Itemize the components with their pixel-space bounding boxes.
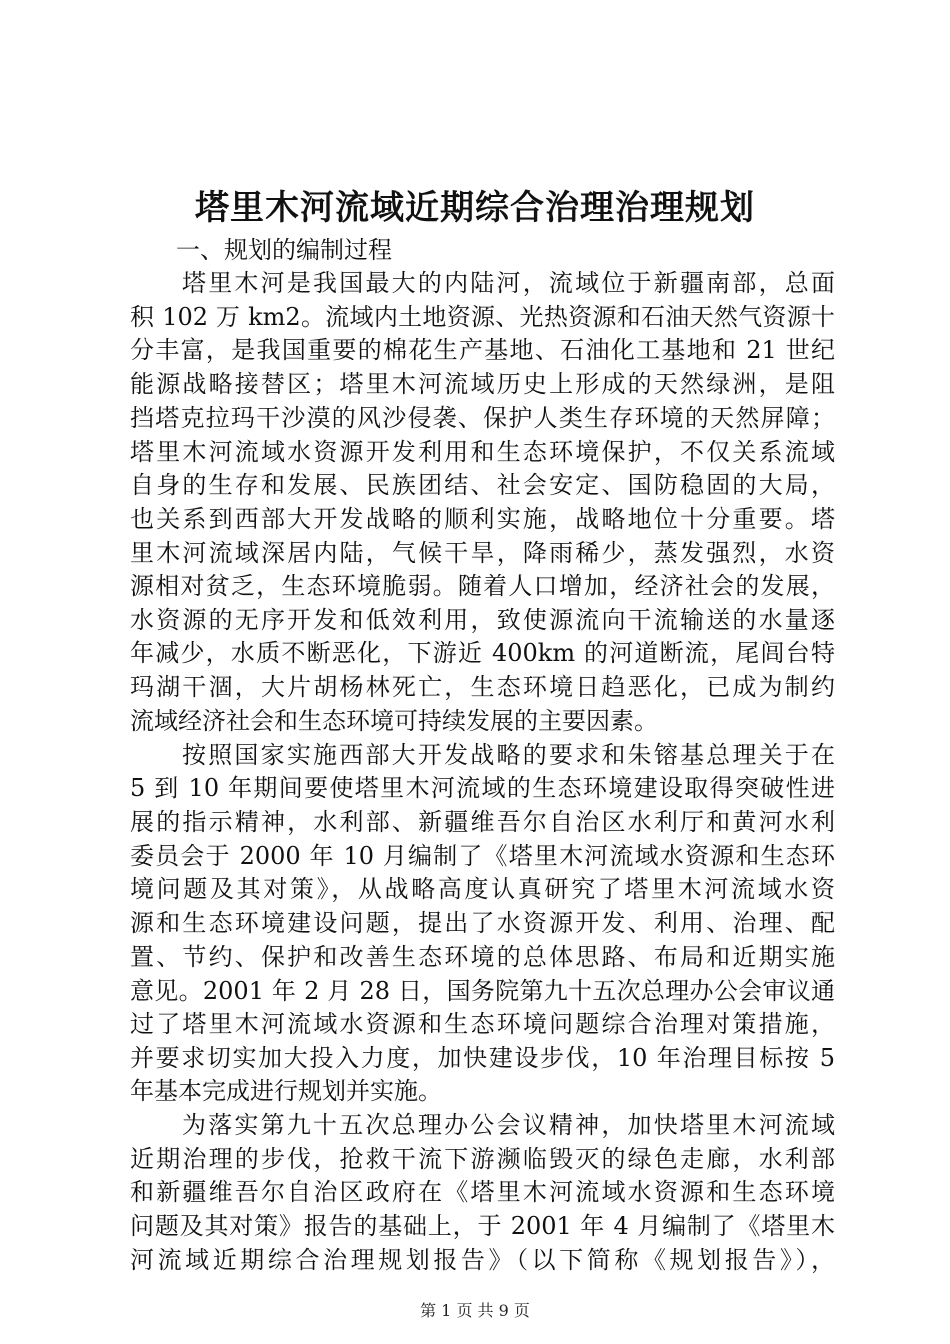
text-line: 河流域近期综合治理规划报告》（以下简称《规划报告》），: [130, 1246, 835, 1274]
text-line: 委员会于 2000 年 10 月编制了《塔里木河流域水资源和生态环: [130, 842, 835, 870]
text-line: 为落实第九十五次总理办公会议精神，加快塔里木河流域: [182, 1111, 835, 1139]
text-line: 并要求切实加大投入力度，加快建设步伐，10 年治理目标按 5: [130, 1044, 835, 1072]
text-line: 里木河流域深居内陆，气候干旱，降雨稀少，蒸发强烈，水资: [130, 539, 835, 567]
document-title: 塔里木河流域近期综合治理治理规划: [195, 188, 755, 228]
text-line: 按照国家实施西部大开发战略的要求和朱镕基总理关于在: [182, 741, 835, 769]
text-line: 水资源的无序开发和低效利用，致使源流向干流输送的水量逐: [130, 606, 835, 634]
text-line: 近期治理的步伐，抢救干流下游濒临毁灭的绿色走廊，水利部: [130, 1145, 835, 1173]
text-line: 流域经济社会和生态环境可持续发展的主要因素。: [130, 707, 658, 735]
text-line: 问题及其对策》报告的基础上，于 2001 年 4 月编制了《塔里木: [130, 1212, 835, 1240]
page-number-footer: 第 1 页 共 9 页: [420, 1301, 530, 1320]
text-line: 年基本完成进行规划并实施。: [130, 1077, 442, 1105]
text-line: 能源战略接替区；塔里木河流域历史上形成的天然绿洲，是阻: [130, 370, 835, 398]
text-line: 挡塔克拉玛干沙漠的风沙侵袭、保护人类生存环境的天然屏障；: [130, 404, 835, 432]
text-line: 源和生态环境建设问题，提出了水资源开发、利用、治理、配: [130, 909, 835, 937]
text-line: 自身的生存和发展、民族团结、社会安定、国防稳固的大局，: [130, 471, 835, 499]
text-line: 和新疆维吾尔自治区政府在《塔里木河流域水资源和生态环境: [130, 1178, 835, 1206]
text-line: 塔里木河流域水资源开发利用和生态环境保护，不仅关系流域: [130, 438, 835, 466]
text-line: 展的指示精神，水利部、新疆维吾尔自治区水利厅和黄河水利: [130, 808, 835, 836]
text-line: 积 102 万 km2。流域内土地资源、光热资源和石油天然气资源十: [130, 303, 835, 331]
section-heading: 一、规划的编制过程: [176, 236, 392, 264]
text-line: 过了塔里木河流域水资源和生态环境问题综合治理对策措施，: [130, 1010, 835, 1038]
text-line: 意见。2001 年 2 月 28 日，国务院第九十五次总理办公会审议通: [130, 977, 835, 1005]
text-line: 5 到 10 年期间要使塔里木河流域的生态环境建设取得突破性进: [130, 774, 835, 802]
text-line: 分丰富，是我国重要的棉花生产基地、石油化工基地和 21 世纪: [130, 336, 835, 364]
text-line: 也关系到西部大开发战略的顺利实施，战略地位十分重要。塔: [130, 505, 835, 533]
text-line: 置、节约、保护和改善生态环境的总体思路、布局和近期实施: [130, 943, 835, 971]
text-line: 塔里木河是我国最大的内陆河，流域位于新疆南部，总面: [182, 269, 835, 297]
text-line: 玛湖干涸，大片胡杨林死亡，生态环境日趋恶化，已成为制约: [130, 673, 835, 701]
text-line: 源相对贫乏，生态环境脆弱。随着人口增加，经济社会的发展，: [130, 572, 835, 600]
text-line: 年减少，水质不断恶化，下游近 400km 的河道断流，尾闾台特: [130, 639, 835, 667]
text-line: 境问题及其对策》，从战略高度认真研究了塔里木河流域水资: [130, 875, 835, 903]
